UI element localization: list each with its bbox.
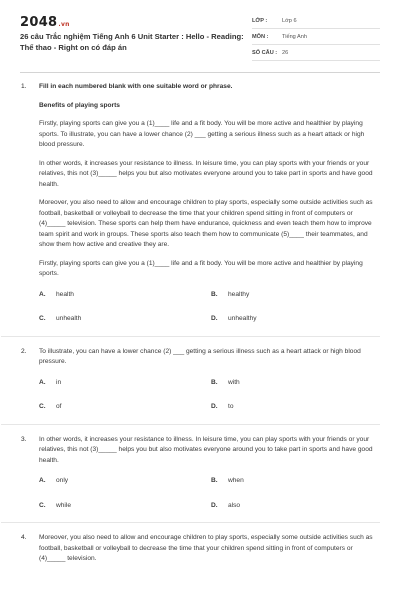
logo-main: 2048 (20, 15, 58, 30)
question-number: 4. (21, 534, 27, 541)
option-letter: C. (39, 501, 46, 509)
page-header (0, 0, 400, 66)
option-text: also (228, 501, 241, 509)
meta-label: SỐ CÂU : (252, 49, 278, 56)
option-d[interactable] (211, 314, 383, 325)
site-logo[interactable] (20, 15, 70, 30)
question-number: 1. (21, 83, 27, 90)
option-letter: B. (211, 290, 218, 298)
option-text: unhealthy (228, 315, 257, 322)
meta-value: Lớp 6 (282, 17, 297, 24)
question-number: 3. (21, 435, 27, 443)
option-c[interactable] (39, 402, 211, 413)
option-d[interactable] (211, 402, 383, 413)
option-text: of (56, 403, 62, 410)
option-text: only (56, 477, 69, 484)
meta-row-count (252, 45, 380, 61)
passage-paragraph: In other words, it increases your resistance to illness. In leisure time, you can play sports with your friends or your relatives, this not (3)_____ helps you but also motivates everyone around you to take part in sports and have good health. (39, 159, 373, 188)
question-stem: Moreover, you also need to allow and encourage children to play sports, especially some outside activities such as football, basketball or volleyball to decrease the time that your children spend sitting in front of computers or (4)_____ television. (39, 534, 373, 562)
meta-label: MÔN : (252, 33, 269, 40)
page-title: 26 câu Trắc nghiệm Tiếng Anh 6 Unit Starter : Hello - Reading: Thể thao - Right on có đáp án (20, 32, 244, 52)
option-letter: B. (211, 378, 218, 386)
question-2 (20, 347, 380, 413)
passage-title: Benefits of playing sports (39, 101, 120, 109)
question-divider (1, 522, 380, 523)
option-d[interactable] (211, 501, 383, 512)
option-text: while (56, 501, 72, 509)
option-letter: A. (39, 477, 46, 484)
option-text: to (228, 403, 234, 410)
meta-row-subject (252, 29, 380, 45)
option-letter: D. (211, 501, 218, 509)
question-divider (1, 424, 380, 425)
option-b[interactable] (211, 476, 383, 487)
passage-paragraph: Moreover, you also need to allow and encourage children to play sports, especially some outside activities such as football, basketball or volleyball to decrease the time that your children spend sitting in front of computers or (4)_____ television. These sports can help them have endurance, quickness and even teach them how to improve team spirit and work in groups. These sports also teach them how to communicate (5)____ their teammates, and show them how active and creative they are. (39, 199, 373, 248)
meta-row-class (252, 13, 380, 29)
logo-suffix: .vn (58, 21, 70, 28)
quiz-meta-table (252, 13, 380, 61)
question-divider (1, 336, 380, 337)
option-text: in (56, 378, 62, 386)
option-letter: D. (211, 403, 218, 410)
option-letter: A. (39, 378, 46, 386)
question-number: 2. (21, 347, 27, 355)
option-letter: D. (211, 315, 218, 322)
question-stem: To illustrate, you can have a lower chance (2) ___ getting a serious illness such as a heart attack or high blood pressure. (39, 347, 361, 365)
option-letter: B. (211, 477, 218, 484)
question-3 (20, 435, 380, 512)
option-letter: C. (39, 315, 46, 322)
option-c[interactable] (39, 314, 211, 325)
option-c[interactable] (39, 501, 211, 512)
question-list (20, 82, 380, 565)
meta-value: 26 (282, 49, 289, 56)
question-stem: In other words, it increases your resistance to illness. In leisure time, you can play sports with your friends or your relatives, this not (3)_____ helps you but also motivates everyone around you to take part in sports and have good health. (39, 435, 373, 464)
answer-options (39, 378, 380, 413)
option-a[interactable] (39, 476, 211, 487)
header-divider (20, 72, 380, 73)
option-b[interactable] (211, 378, 383, 389)
option-text: unhealth (56, 315, 82, 322)
question-1 (20, 82, 380, 325)
option-letter: C. (39, 403, 46, 410)
passage-paragraph: Firstly, playing sports can give you a (1)____ life and a fit body. You will be more active and healthier by playing sports. To illustrate, you can have a lower chance (2) ___ getting a serious illness such as a heart attack or high blood pressure. (39, 120, 365, 148)
question-instruction: Fill in each numbered blank with one suitable word or phrase. (39, 83, 233, 90)
option-letter: A. (39, 290, 46, 298)
option-a[interactable] (39, 290, 211, 301)
meta-label: LỚP : (252, 17, 268, 24)
option-b[interactable] (211, 290, 383, 301)
question-stem: Firstly, playing sports can give you a (1)____ life and a fit body. You will be more active and healthier by playing sports. (39, 259, 363, 277)
answer-options (39, 476, 380, 511)
option-text: with (228, 378, 240, 386)
question-4 (20, 533, 380, 565)
answer-options (39, 290, 380, 325)
meta-value: Tiếng Anh (282, 33, 307, 40)
option-a[interactable] (39, 378, 211, 389)
option-text: healthy (228, 290, 250, 298)
option-text: health (56, 290, 74, 298)
option-text: when (228, 477, 244, 484)
